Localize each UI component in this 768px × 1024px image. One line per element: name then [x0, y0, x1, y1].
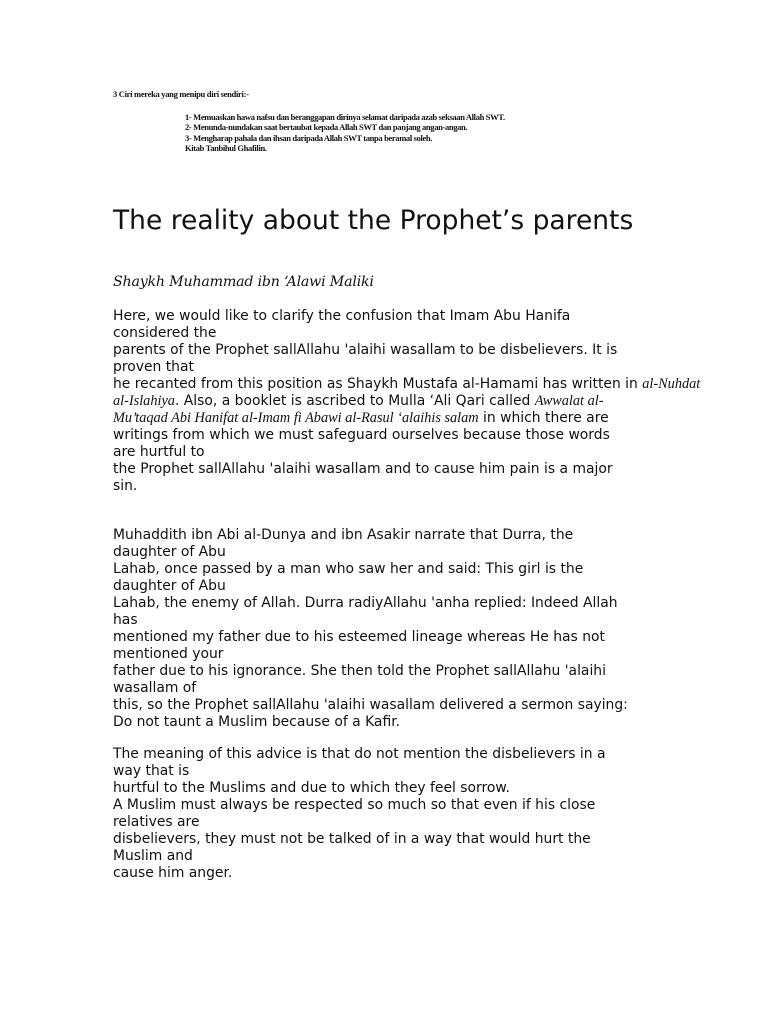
paragraph-line: Here, we would like to clarify the confusion that Imam Abu Hanifa: [113, 308, 571, 324]
paragraph-2: [113, 527, 673, 731]
article-byline: Shaykh Muhammad ibn ‘Alawi Maliki: [113, 274, 374, 290]
paragraph-line: [113, 376, 701, 393]
paragraph-line: [113, 410, 673, 427]
paragraph-line: cause him anger.: [113, 865, 233, 881]
paragraph-line: daughter of Abu: [113, 544, 226, 560]
paragraph-line: considered the: [113, 325, 217, 341]
small-note-list: [185, 112, 505, 153]
paragraph-line: father due to his ignorance. She then told the Prophet sallAllahu 'alaihi: [113, 663, 606, 679]
small-note-source: Kitab Tanbihul Ghafilin.: [185, 142, 267, 153]
book-title-italic: al-Nuhdat: [642, 376, 701, 392]
paragraph-line: mentioned your: [113, 646, 224, 662]
small-note-section: [113, 89, 505, 153]
paragraph-line: this, so the Prophet sallAllahu 'alaihi wasallam delivered a sermon saying:: [113, 697, 628, 713]
paragraph-line: has: [113, 612, 138, 628]
paragraph-line: wasallam of: [113, 680, 197, 696]
paragraph-line: writings from which we must safeguard ourselves because those words: [113, 427, 610, 443]
small-note-heading: 3 Ciri mereka yang menipu diri sendiri:-: [113, 89, 249, 99]
paragraph-line: sin.: [113, 478, 138, 494]
paragraph-line: A Muslim must always be respected so much so that even if his close: [113, 797, 596, 813]
paragraph-line: mentioned my father due to his esteemed lineage whereas He has not: [113, 629, 605, 645]
paragraph-line: [113, 393, 673, 410]
small-note-item: 3- Mengharap pahala dan ihsan daripada Allah SWT tanpa beramal soleh.: [185, 132, 433, 143]
paragraph-line: hurtful to the Muslims and due to which they feel sorrow.: [113, 780, 510, 796]
paragraph-line: Lahab, the enemy of Allah. Durra radiyAllahu 'anha replied: Indeed Allah: [113, 595, 618, 611]
book-title-italic: Mu’taqad Abi Hanifat al-Imam fi Abawi al-Rasul ‘alaihis salam: [113, 410, 479, 426]
text-run: he recanted from this position as Shaykh Mustafa al-Hamami has written in: [113, 376, 643, 392]
paragraph-3: [113, 746, 673, 882]
paragraph-line: disbelievers, they must not be talked of in a way that would hurt the: [113, 831, 591, 847]
text-run: in which there are: [478, 410, 609, 426]
paragraph-line: The meaning of this advice is that do not mention the disbelievers in a: [113, 746, 606, 762]
book-title-italic: al-Islahiya: [113, 393, 175, 409]
book-title-italic: Awwalat al-: [534, 393, 604, 409]
paragraph-1: [113, 308, 701, 495]
paragraph-line: parents of the Prophet sallAllahu 'alaihi wasallam to be disbelievers. It is: [113, 342, 618, 358]
paragraph-line: proven that: [113, 359, 194, 375]
paragraph-line: way that is: [113, 763, 190, 779]
paragraph-line: Muhaddith ibn Abi al-Dunya and ibn Asakir narrate that Durra, the: [113, 527, 574, 543]
paragraph-line: Do not taunt a Muslim because of a Kafir.: [113, 714, 401, 730]
paragraph-line: Muslim and: [113, 848, 193, 864]
text-run: . Also, a booklet is ascribed to Mulla ‘Ali Qari called: [174, 393, 535, 409]
article-title: The reality about the Prophet’s parents: [113, 205, 634, 236]
paragraph-line: the Prophet sallAllahu 'alaihi wasallam and to cause him pain is a major: [113, 461, 613, 477]
paragraph-line: daughter of Abu: [113, 578, 226, 594]
paragraph-line: Lahab, once passed by a man who saw her and said: This girl is the: [113, 561, 584, 577]
small-note-item: 1- Memuaskan hawa nafsu dan beranggapan dirinya selamat daripada azab seksaan Allah SWT.: [185, 112, 505, 122]
paragraph-line: are hurtful to: [113, 444, 205, 460]
paragraph-line: relatives are: [113, 814, 200, 830]
small-note-item: 2- Menunda-nundakan saat bertaubat kepada Allah SWT dan panjang angan-angan.: [185, 122, 468, 133]
